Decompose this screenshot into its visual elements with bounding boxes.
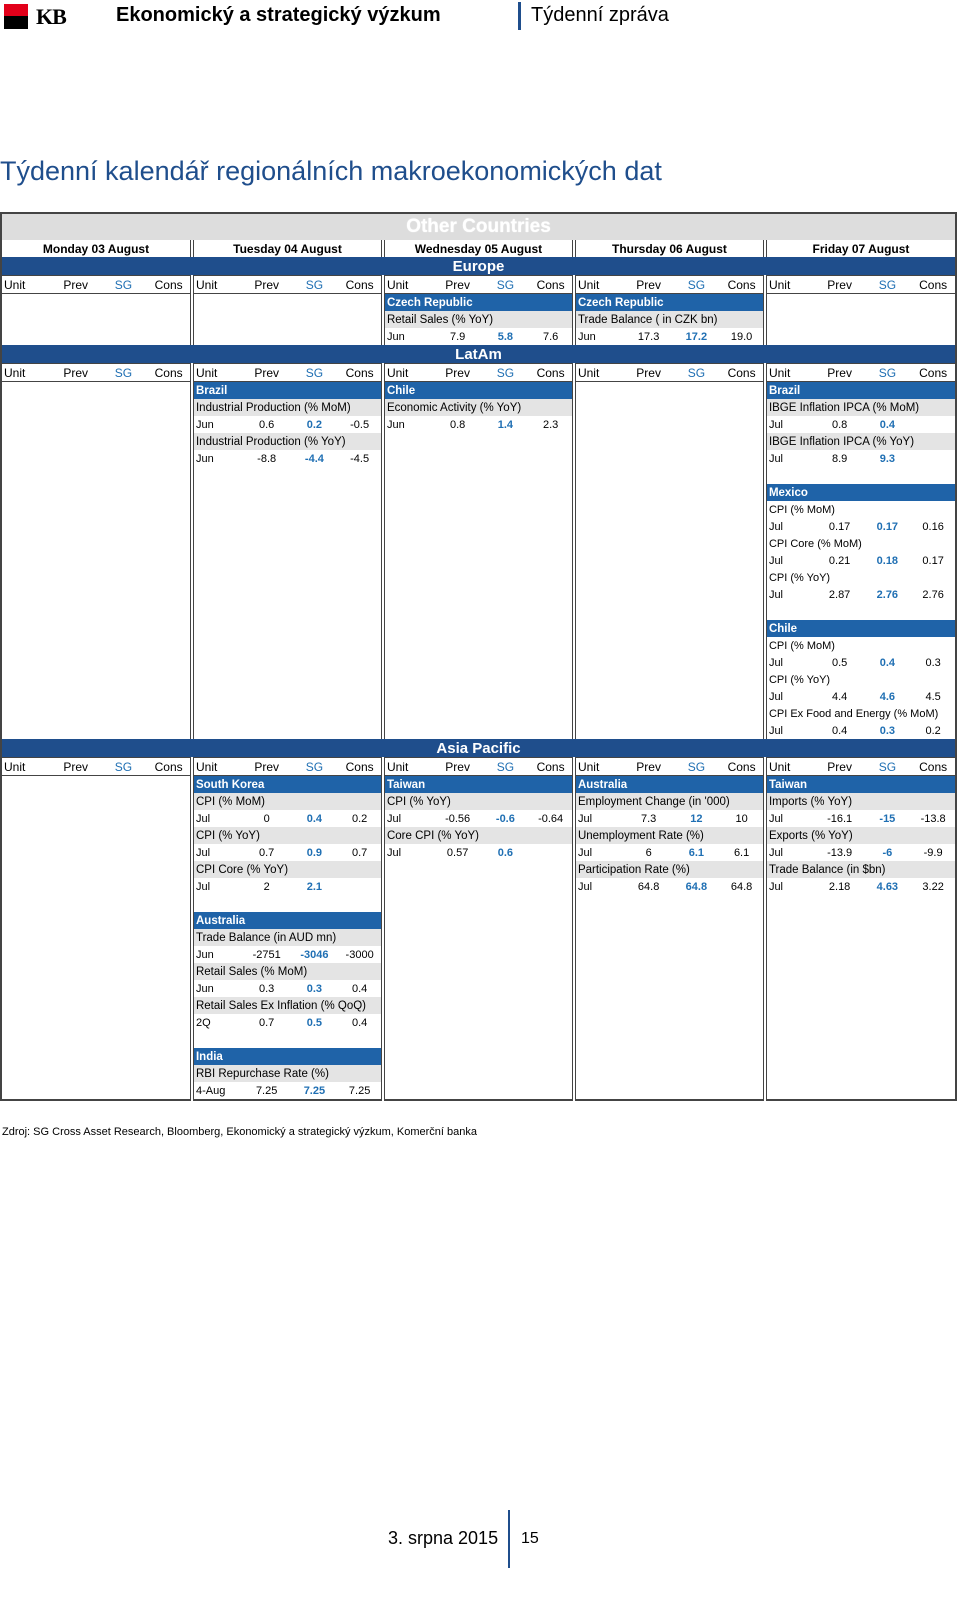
cell-unit: Jul <box>577 846 593 859</box>
indicator-label: CPI Ex Food and Energy (% MoM) <box>768 707 939 720</box>
cell-unit: Jun <box>195 982 214 995</box>
indicator-label: CPI (% MoM) <box>768 503 835 516</box>
cell-prev: 2.87 <box>828 588 851 601</box>
col-unit: Unit <box>1 364 52 382</box>
country-australia: Australia <box>574 776 765 794</box>
cell-cons <box>911 450 956 467</box>
col-unit: Unit <box>574 364 625 382</box>
cell-sg: 0.4 <box>879 418 895 431</box>
day-tuesday: Tuesday 04 August <box>192 240 383 257</box>
cell-sg: 4.63 <box>876 880 899 893</box>
cell-prev: 0.8 <box>831 418 848 431</box>
col-prev: Prev <box>243 364 291 382</box>
table-row <box>1 878 956 895</box>
table-row <box>1 1014 956 1031</box>
indicator-label: CPI (% MoM) <box>768 639 835 652</box>
cell-sg: 0.3 <box>306 982 323 995</box>
col-prev: Prev <box>434 276 482 294</box>
col-unit: Unit <box>192 276 243 294</box>
cell-sg: 2.76 <box>876 588 899 601</box>
cell-prev: -13.9 <box>827 846 853 859</box>
cell-sg: -4.4 <box>304 452 324 465</box>
cell-prev: 7.3 <box>640 812 657 825</box>
region-latam: LatAm <box>1 345 956 364</box>
col-cons: Cons <box>911 364 956 382</box>
cell-prev: 64.8 <box>637 880 660 893</box>
cell-sg: 0.9 <box>306 846 323 859</box>
cell-unit: Jul <box>768 656 783 669</box>
indicator-label: Core CPI (% YoY) <box>383 827 574 844</box>
footer-date: 3. srpna 2015 <box>388 1528 499 1548</box>
cell-sg: 1.4 <box>497 418 514 431</box>
col-cons: Cons <box>529 758 574 776</box>
table-row <box>1 946 956 963</box>
cell-unit: Jul <box>768 418 783 431</box>
col-prev: Prev <box>625 364 673 382</box>
table-row <box>1 654 956 671</box>
footer-divider <box>508 1510 510 1568</box>
cell-cons: 4.5 <box>925 690 941 703</box>
country-south-korea: South Korea <box>192 776 383 794</box>
cell-unit: Jun <box>386 418 405 431</box>
col-sg: SG <box>863 364 911 382</box>
day-header-row <box>1 240 956 257</box>
cell-unit: Jul <box>768 520 783 533</box>
table-row <box>1 1082 956 1100</box>
cell-prev: 2 <box>263 880 270 893</box>
cell-unit: Jul <box>195 880 211 893</box>
indicator-label: Trade Balance (in AUD mn) <box>192 929 383 946</box>
day-friday: Friday 07 August <box>812 241 910 256</box>
col-unit: Unit <box>765 276 816 294</box>
col-cons: Cons <box>338 276 383 294</box>
cell-cons: 0.16 <box>922 520 944 533</box>
col-cons: Cons <box>720 364 765 382</box>
cell-cons: 7.25 <box>338 1082 383 1100</box>
cell-prev: 0.8 <box>449 418 466 431</box>
cell-unit: Jul <box>386 846 402 859</box>
cell-cons: -0.5 <box>338 416 383 433</box>
col-prev: Prev <box>816 758 864 776</box>
indicator-label: Industrial Production (% YoY) <box>192 433 383 450</box>
cell-cons: 2.3 <box>529 416 574 433</box>
cell-unit: Jun <box>195 452 214 465</box>
table-row <box>1 586 956 603</box>
cell-cons: 0.17 <box>922 554 944 567</box>
cell-prev: 7.25 <box>255 1084 278 1097</box>
cell-prev: -16.1 <box>827 812 853 825</box>
cell-sg: 2.1 <box>306 880 323 893</box>
indicator-label: Imports (% YoY) <box>765 793 956 810</box>
col-prev: Prev <box>434 364 482 382</box>
table-row <box>1 518 956 535</box>
col-cons: Cons <box>147 758 192 776</box>
cell-unit: Jul <box>195 812 211 825</box>
cell-sg: 5.8 <box>497 330 514 343</box>
cell-cons: -3000 <box>338 946 383 963</box>
cell-cons: 0.2 <box>925 724 941 737</box>
region-asia-pacific: Asia Pacific <box>1 739 956 758</box>
cell-sg: -3046 <box>300 948 329 961</box>
col-prev: Prev <box>52 758 100 776</box>
col-prev: Prev <box>52 276 100 294</box>
col-sg: SG <box>673 364 721 382</box>
cell-sg: 0.4 <box>879 656 895 669</box>
col-cons: Cons <box>720 758 765 776</box>
table-row <box>1 552 956 569</box>
col-unit: Unit <box>192 758 243 776</box>
header-title: Ekonomický a strategický výzkum <box>116 4 441 26</box>
cell-unit: Jul <box>386 812 402 825</box>
cell-prev: -0.56 <box>445 812 471 825</box>
col-cons: Cons <box>529 276 574 294</box>
cell-cons: 7.6 <box>529 328 574 345</box>
cell-sg: 12 <box>690 812 703 825</box>
cell-cons: -0.64 <box>529 810 574 827</box>
country-taiwan: Taiwan <box>383 776 574 794</box>
cell-sg: -6 <box>882 846 893 859</box>
column-header-row <box>1 758 956 776</box>
col-prev: Prev <box>434 758 482 776</box>
cell-prev: -8.8 <box>257 452 277 465</box>
cell-sg: 0.6 <box>497 846 514 859</box>
col-sg: SG <box>863 758 911 776</box>
indicator-label: CPI Core (% YoY) <box>192 861 383 878</box>
cell-unit: Jul <box>768 812 783 825</box>
indicator-label: CPI (% YoY) <box>768 571 831 584</box>
cell-sg: -0.6 <box>495 812 515 825</box>
col-prev: Prev <box>816 364 864 382</box>
cell-unit: Jun <box>386 330 405 343</box>
cell-prev: 0.3 <box>259 982 275 995</box>
table-heading: Other Countries <box>1 213 956 240</box>
cell-cons <box>529 844 574 861</box>
cell-unit: Jul <box>577 812 593 825</box>
col-prev: Prev <box>625 758 673 776</box>
cell-sg: 0.2 <box>306 418 323 431</box>
col-sg: SG <box>673 758 721 776</box>
col-cons: Cons <box>529 364 574 382</box>
cell-prev: 0 <box>263 812 270 825</box>
cell-unit: Jul <box>768 690 783 703</box>
cell-cons: 0.4 <box>338 980 383 997</box>
cell-unit: Jul <box>768 588 783 601</box>
cell-cons: 6.1 <box>720 844 765 861</box>
column-header-row <box>1 364 956 382</box>
indicator-label: Retail Sales (% MoM) <box>192 963 383 980</box>
col-sg: SG <box>100 364 148 382</box>
indicator-label: CPI (% YoY) <box>192 827 383 844</box>
col-unit: Unit <box>765 364 816 382</box>
col-prev: Prev <box>625 276 673 294</box>
country-czech-republic: Czech Republic <box>383 294 574 312</box>
day-thursday: Thursday 06 August <box>574 240 765 257</box>
cell-unit: Jul <box>768 846 783 859</box>
day-wednesday: Wednesday 05 August <box>383 240 574 257</box>
cell-unit: Jun <box>195 418 214 431</box>
indicator-label: Participation Rate (%) <box>574 861 765 878</box>
cell-sg: 0.4 <box>306 812 323 825</box>
kb-logo <box>0 4 80 30</box>
cell-cons: 0.3 <box>925 656 941 669</box>
cell-sg: 0.3 <box>879 724 895 737</box>
indicator-label: CPI (% YoY) <box>383 793 574 810</box>
cell-prev: 0.57 <box>446 846 469 859</box>
cell-cons: 2.76 <box>922 588 944 601</box>
day-monday: Monday 03 August <box>1 240 192 257</box>
col-sg: SG <box>100 276 148 294</box>
cell-sg: 4.6 <box>879 690 895 703</box>
cell-cons: -9.9 <box>923 846 943 859</box>
indicator-label: Unemployment Rate (%) <box>574 827 765 844</box>
cell-prev: 7.9 <box>449 330 466 343</box>
col-prev: Prev <box>243 758 291 776</box>
cell-unit: Jul <box>768 452 783 465</box>
country-india: India <box>192 1048 383 1065</box>
table-row <box>1 810 956 827</box>
table-row <box>1 844 956 861</box>
country-brazil: Brazil <box>765 382 956 400</box>
cell-sg: 6.1 <box>688 846 705 859</box>
table-row <box>1 722 956 739</box>
cell-prev: 4.4 <box>831 690 848 703</box>
country-chile: Chile <box>765 620 956 637</box>
col-unit: Unit <box>192 364 243 382</box>
cell-prev: 0.4 <box>831 724 848 737</box>
indicator-label: Trade Balance ( in CZK bn) <box>574 311 765 328</box>
cell-sg: 0.5 <box>306 1016 323 1029</box>
indicator-label: IBGE Inflation IPCA (% MoM) <box>765 399 956 416</box>
cell-prev: 8.9 <box>831 452 848 465</box>
col-unit: Unit <box>383 364 434 382</box>
cell-cons <box>911 416 956 433</box>
column-header-row <box>1 276 956 294</box>
col-unit: Unit <box>765 758 816 776</box>
cell-unit: Jul <box>768 724 783 737</box>
col-unit: Unit <box>1 276 52 294</box>
table-row <box>1 416 956 433</box>
table-row <box>1 450 956 467</box>
cell-sg: 0.18 <box>876 554 899 567</box>
cell-prev: 0.17 <box>828 520 851 533</box>
cell-cons: 64.8 <box>720 878 765 895</box>
country-taiwan: Taiwan <box>765 776 956 794</box>
cell-unit: Jun <box>577 330 596 343</box>
cell-prev: 0.5 <box>831 656 848 669</box>
cell-prev: 0.21 <box>828 554 851 567</box>
indicator-label: Trade Balance (in $bn) <box>765 861 956 878</box>
kb-logo-mark <box>4 4 28 29</box>
indicator-label: IBGE Inflation IPCA (% YoY) <box>765 433 956 450</box>
cell-unit: Jun <box>195 948 214 961</box>
indicator-label: Retail Sales (% YoY) <box>383 311 574 328</box>
col-cons: Cons <box>338 364 383 382</box>
country-chile: Chile <box>383 382 574 400</box>
region-europe: Europe <box>1 257 956 276</box>
col-sg: SG <box>863 276 911 294</box>
table-row <box>1 980 956 997</box>
table-row <box>1 328 956 345</box>
header-divider <box>518 2 521 30</box>
col-sg: SG <box>291 276 339 294</box>
cell-cons: -13.8 <box>920 812 946 825</box>
cell-prev: 17.3 <box>637 330 660 343</box>
country-mexico: Mexico <box>765 484 956 501</box>
col-sg: SG <box>673 276 721 294</box>
cell-sg: 17.2 <box>685 330 708 343</box>
col-cons: Cons <box>147 364 192 382</box>
cell-prev: 2.18 <box>828 880 851 893</box>
cell-cons: 19.0 <box>720 328 765 345</box>
col-unit: Unit <box>383 276 434 294</box>
cell-cons: 10 <box>720 810 765 827</box>
cell-cons: 0.7 <box>338 844 383 861</box>
indicator-label: CPI (% YoY) <box>768 673 831 686</box>
indicator-label: Industrial Production (% MoM) <box>192 399 383 416</box>
indicator-label: Exports (% YoY) <box>765 827 956 844</box>
col-unit: Unit <box>1 758 52 776</box>
indicator-label: Employment Change (in '000) <box>574 793 765 810</box>
indicator-label: CPI Core (% MoM) <box>768 537 862 550</box>
col-sg: SG <box>482 276 530 294</box>
header-report-type: Týdenní zpráva <box>531 4 669 26</box>
country-brazil: Brazil <box>192 382 383 400</box>
col-sg: SG <box>100 758 148 776</box>
source-note: Zdroj: SG Cross Asset Research, Bloomberg, Ekonomický a strategický výzkum, Komerční banka <box>2 1126 478 1138</box>
indicator-label: CPI (% MoM) <box>192 793 383 810</box>
cell-cons: -4.5 <box>338 450 383 467</box>
col-prev: Prev <box>243 276 291 294</box>
col-sg: SG <box>482 758 530 776</box>
indicator-label: RBI Repurchase Rate (%) <box>192 1065 383 1082</box>
col-cons: Cons <box>147 276 192 294</box>
cell-sg: 9.3 <box>879 452 895 465</box>
page-title: Týdenní kalendář regionálních makroekonomických dat <box>0 156 662 186</box>
cell-sg: -15 <box>879 812 896 825</box>
country-czech-republic: Czech Republic <box>574 294 765 312</box>
cell-prev: 0.6 <box>259 418 275 431</box>
col-unit: Unit <box>383 758 434 776</box>
cell-unit: Jul <box>195 846 211 859</box>
indicator-label: Economic Activity (% YoY) <box>383 399 574 416</box>
col-sg: SG <box>482 364 530 382</box>
macro-calendar-table <box>0 212 957 1101</box>
cell-sg: 64.8 <box>685 880 708 893</box>
col-prev: Prev <box>52 364 100 382</box>
cell-cons: 0.2 <box>338 810 383 827</box>
col-sg: SG <box>291 364 339 382</box>
cell-cons: 3.22 <box>922 880 944 893</box>
cell-sg: 0.17 <box>876 520 899 533</box>
cell-unit: Jul <box>768 880 783 893</box>
cell-cons <box>338 878 383 895</box>
cell-unit: Jul <box>768 554 783 567</box>
cell-unit: Jul <box>577 880 593 893</box>
page-number: 15 <box>521 1530 539 1547</box>
country-australia: Australia <box>192 912 383 929</box>
cell-prev: 6 <box>645 846 652 859</box>
cell-unit: 4-Aug <box>195 1084 226 1097</box>
col-cons: Cons <box>911 758 956 776</box>
col-cons: Cons <box>720 276 765 294</box>
cell-cons: 0.4 <box>338 1014 383 1031</box>
col-unit: Unit <box>574 758 625 776</box>
cell-prev: -2751 <box>252 948 281 961</box>
col-cons: Cons <box>338 758 383 776</box>
cell-sg: 7.25 <box>303 1084 326 1097</box>
cell-prev: 0.7 <box>259 1016 275 1029</box>
table-row <box>1 688 956 705</box>
indicator-label: Retail Sales Ex Inflation (% QoQ) <box>192 997 383 1014</box>
cell-prev: 0.7 <box>259 846 275 859</box>
cell-unit: 2Q <box>195 1016 211 1029</box>
col-prev: Prev <box>816 276 864 294</box>
col-cons: Cons <box>911 276 956 294</box>
kb-logo-text: KB <box>36 4 66 29</box>
col-sg: SG <box>291 758 339 776</box>
col-unit: Unit <box>574 276 625 294</box>
